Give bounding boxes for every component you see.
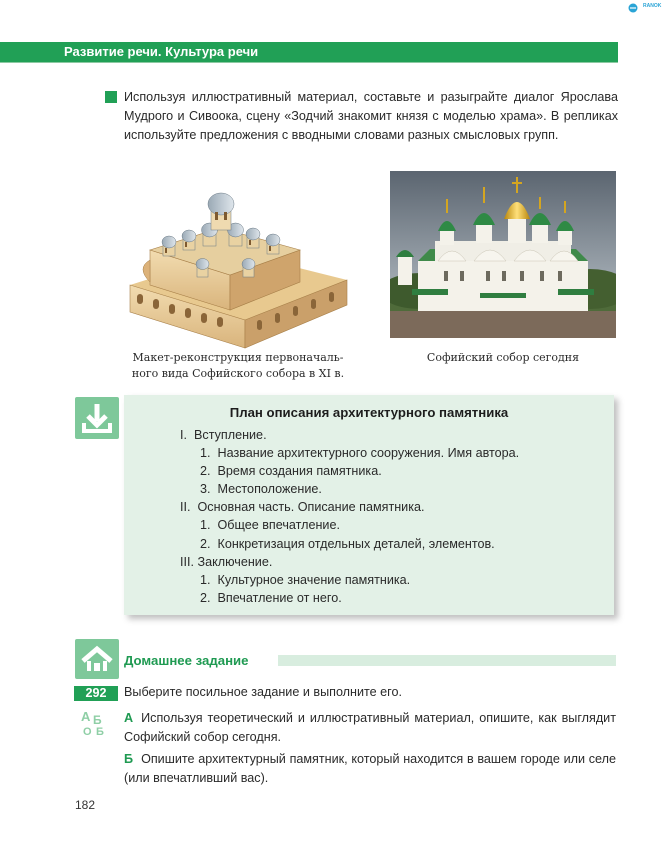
cathedral-photo-image [390, 171, 616, 338]
homework-divider-bar [278, 655, 616, 666]
svg-text:А: А [81, 709, 91, 724]
plan-title: План описания архитектурного памятника [229, 405, 509, 420]
spelling-icon [80, 708, 112, 736]
plan-line: 2. Впечатление от него. [200, 591, 342, 605]
plan-line: 2. Конкретизация отдельных деталей, элементов. [200, 537, 495, 551]
plan-line: II. Основная часть. Описание памятника. [180, 500, 425, 514]
plan-line: 1. Название архитектурного сооружения. Имя автора. [200, 446, 520, 460]
page-number: 182 [75, 798, 96, 812]
publisher-logo-text: RANOK [643, 3, 662, 9]
home-icon [75, 639, 119, 679]
model-caption-line2: ного вида Софийского собора в XI в. [131, 367, 345, 380]
option-a-letter: А [124, 711, 134, 725]
model-caption-line1: Макет-реконструкция первоначаль- [132, 351, 344, 364]
plan-line: III. Заключение. [180, 555, 273, 569]
homework-option-a [124, 709, 616, 747]
task-marker-icon [105, 91, 117, 103]
plan-line: 1. Общее впечатление. [200, 518, 340, 532]
exercise-task-text: Выберите посильное задание и выполните его. [124, 685, 402, 699]
plan-line: 3. Местоположение. [200, 482, 322, 496]
plan-line: 2. Время создания памятника. [200, 464, 382, 478]
option-b-letter: Б [124, 752, 134, 766]
svg-text:Б: Б [93, 713, 102, 727]
photo-caption: Софийский собор сегодня [426, 351, 580, 364]
svg-text:Б: Б [96, 726, 104, 736]
homework-option-b [124, 750, 616, 788]
section-header-underline [0, 62, 618, 63]
exercise-number-badge: 292 [74, 686, 118, 701]
option-a-text: Используя теоретический и иллюстративный материал, опишите, как выглядит Софийский собор сегодня. [124, 711, 616, 744]
download-icon [75, 397, 119, 439]
plan-line: 1. Культурное значение памятника. [200, 573, 411, 587]
task-intro-text: Используя иллюстративный материал, составьте и разыграйте диалог Ярослава Мудрого и Сивоока, сцену «Зодчий знакомит князя с моделью храма». В репликах используйте предложения с вводными словами разных смысловых групп. [124, 90, 618, 142]
svg-text:О: О [83, 726, 92, 736]
cathedral-model-image [125, 190, 350, 350]
plan-line: I. Вступление. [180, 428, 267, 442]
section-title: Развитие речи. Культура речи [64, 44, 259, 59]
model-caption [128, 350, 348, 382]
option-b-text: Опишите архитектурный памятник, который находится в вашем городе или селе (или впечатливший вас). [124, 752, 616, 785]
homework-label: Домашнее задание [124, 653, 249, 668]
